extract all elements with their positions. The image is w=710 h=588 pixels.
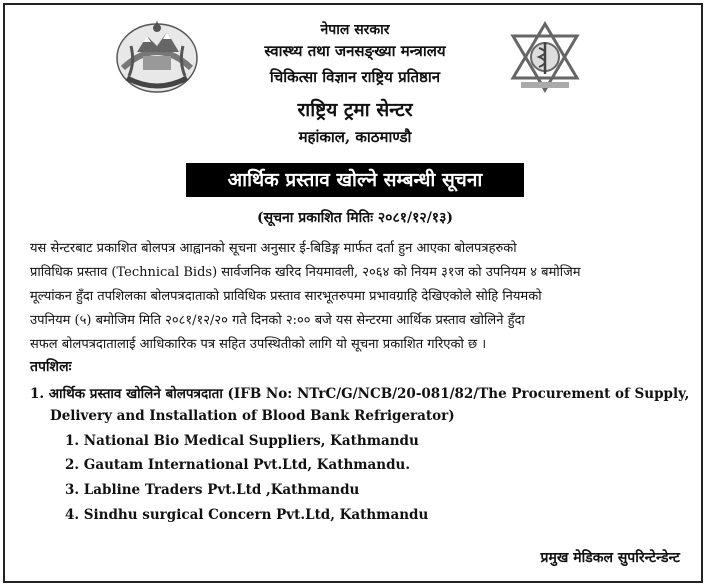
bidder-item: 2. Gautam International Pvt.Ltd, Kathmandu. <box>65 457 411 473</box>
ministry-name: स्वास्थ्य तथा जनसङ्ख्या मन्त्रालय <box>264 42 446 60</box>
body-line: यस सेन्टरबाट प्रकाशित बोलपत्र आह्वानको सूचना अनुसार ई-बिडिङ्ग मार्फत दर्ता हुन आएका बोलपत्रहरुको <box>30 241 517 256</box>
body-line: प्राविधिक प्रस्ताव (Technical Bids) सार्वजनिक खरिद नियमावली, २०६४ को नियम ३१ज को उपनियम ४ बमोजिम <box>30 265 581 280</box>
academy-name: चिकित्सा विज्ञान राष्ट्रिय प्रतिष्ठान <box>269 68 441 86</box>
notice-title: आर्थिक प्रस्ताव खोल्ने सम्बन्धी सूचना <box>186 163 524 197</box>
published-date: (सूचना प्रकाशित मितिः २०८१/१२/१३) <box>257 210 453 226</box>
item-line: 1. आर्थिक प्रस्ताव खोलिने बोलपत्रदाता (IFB No: NTrC/G/NCB/20-081/82/The Procurement of Supply, <box>30 386 690 402</box>
body-line: उपनियम (५) बमोजिम मिति २०८१/१२/२० गते दिनको २:०० बजे यस सेन्टरमा आर्थिक प्रस्ताव खोलिने हुँदा <box>30 313 525 328</box>
bidder-item: 3. Labline Traders Pvt.Ltd ,Kathmandu <box>65 482 360 498</box>
government-name: नेपाल सरकार <box>320 22 390 38</box>
center-name: राष्ट्रिय ट्रमा सेन्टर <box>297 99 413 121</box>
body-line: सफल बोलपत्रदातालाई आधिकारिक पत्र सहित उपस्थितीको लागि यो सूचना प्रकाशित गरिएको छ । <box>30 337 487 352</box>
bidder-item: 4. Sindhu surgical Concern Pvt.Ltd, Kathmandu <box>65 507 429 523</box>
center-address: महांकाल, काठमाण्डौ <box>298 128 412 146</box>
bidder-item: 1. National Bio Medical Suppliers, Kathmandu <box>65 433 419 449</box>
body-line: मूल्यांकन हुँदा तपशिलका बोलपत्रदाताको प्राविधिक प्रस्ताव सारभूतरुपमा प्रभावग्राहि देखिएकोले सोहि नियमको <box>30 289 542 304</box>
signature: प्रमुख मेडिकल सुपरिन्टेन्डेन्ट <box>540 550 680 566</box>
details-label: तपशिलः <box>30 359 72 375</box>
item-line: Delivery and Installation of Blood Bank Refrigerator) <box>50 408 455 424</box>
